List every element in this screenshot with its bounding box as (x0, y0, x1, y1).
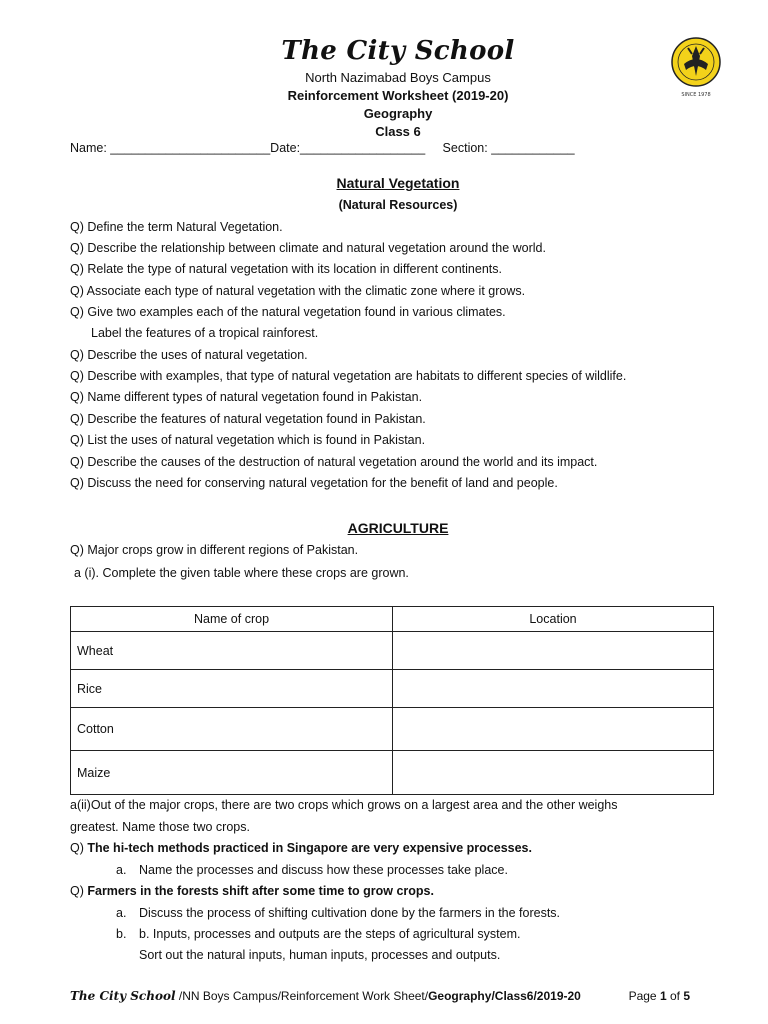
page-number (629, 989, 690, 1003)
section-title-agriculture: AGRICULTURE (347, 520, 449, 536)
question-text: Discuss the process of shifting cultivation done by the farmers in the forests. (139, 906, 561, 920)
page-of: of (666, 989, 684, 1003)
question: Q) Define the term Natural Vegetation. (70, 220, 283, 234)
list-marker: a. (116, 906, 127, 920)
table-header-row (71, 607, 714, 632)
question: Q) List the uses of natural vegetation which is found in Pakistan. (70, 433, 426, 447)
question: Label the features of a tropical rainforest. (91, 326, 319, 340)
list-marker: b. (116, 927, 127, 941)
crop-cell: Rice (71, 670, 393, 708)
location-cell[interactable] (393, 708, 714, 751)
question-part (116, 927, 521, 941)
question: Q) Describe the relationship between climate and natural vegetation around the world. (70, 241, 546, 255)
question-text: The hi-tech methods practiced in Singapore are very expensive processes. (87, 841, 532, 855)
crop-cell: Maize (71, 751, 393, 795)
page-footer (70, 989, 690, 1003)
class-name: Class 6 (375, 124, 421, 139)
question: Q) Describe with examples, that type of natural vegetation are habitats to different species of wildlife. (70, 369, 627, 383)
table-row (71, 670, 714, 708)
question-part: a (i). Complete the given table where these crops are grown. (74, 566, 409, 580)
student-info-line: Name: _______________________Date:__________________ Section: ____________ (70, 141, 575, 155)
location-cell[interactable] (393, 670, 714, 708)
footer-path-bold: Geography/Class6/2019-20 (428, 989, 581, 1003)
question: Q) Name different types of natural vegetation found in Pakistan. (70, 390, 423, 404)
question: Q) Describe the features of natural vegetation found in Pakistan. (70, 412, 426, 426)
location-cell[interactable] (393, 751, 714, 795)
question-part: a(ii)Out of the major crops, there are two crops which grows on a largest area and the other weighs (70, 798, 618, 812)
question-text: Name the processes and discuss how these processes take place. (139, 863, 508, 877)
question-part: Sort out the natural inputs, human inputs, processes and outputs. (139, 948, 501, 962)
question: Q) Major crops grow in different regions of Pakistan. (70, 543, 359, 557)
footer-path: /NN Boys Campus/Reinforcement Work Sheet/ (175, 989, 429, 1003)
question: Q) Discuss the need for conserving natural vegetation for the benefit of land and people. (70, 476, 558, 490)
location-cell[interactable] (393, 632, 714, 670)
question: Q) Describe the causes of the destruction of natural vegetation around the world and its impact. (70, 455, 598, 469)
question-part: greatest. Name those two crops. (70, 820, 250, 834)
question-prefix: Q) (70, 884, 88, 898)
question (70, 841, 532, 855)
list-marker: a. (116, 863, 127, 877)
section-subtitle: (Natural Resources) (338, 198, 458, 212)
question: Q) Give two examples each of the natural vegetation found in various climates. (70, 305, 506, 319)
school-title: The City School (281, 36, 515, 66)
column-header: Name of crop (71, 607, 393, 632)
crop-cell: Cotton (71, 708, 393, 751)
table-row (71, 708, 714, 751)
table-row (71, 632, 714, 670)
table-row (71, 751, 714, 795)
question-text: Farmers in the forests shift after some time to grow crops. (87, 884, 434, 898)
question (70, 884, 434, 898)
column-header: Location (393, 607, 714, 632)
crops-table (70, 606, 714, 795)
question-part (116, 863, 508, 877)
question-prefix: Q) (70, 841, 88, 855)
footer-school: The City School (70, 989, 176, 1003)
worksheet-title: Reinforcement Worksheet (2019-20) (287, 88, 509, 103)
section-title-natural-vegetation: Natural Vegetation (336, 175, 460, 191)
question-text: b. Inputs, processes and outputs are the steps of agricultural system. (139, 927, 521, 941)
page-label: Page (628, 989, 660, 1003)
campus-name: North Nazimabad Boys Campus (305, 70, 491, 85)
page-total: 5 (683, 989, 690, 1003)
crop-cell: Wheat (71, 632, 393, 670)
question: Q) Describe the uses of natural vegetation. (70, 348, 308, 362)
logo-text: SINCE 1978 (681, 92, 711, 98)
question: Q) Relate the type of natural vegetation with its location in different continents. (70, 262, 502, 276)
question-part (116, 906, 561, 920)
subject-name: Geography (363, 106, 433, 121)
question: Q) Associate each type of natural vegetation with the climatic zone where it grows. (70, 284, 526, 298)
page-current: 1 (659, 989, 667, 1003)
